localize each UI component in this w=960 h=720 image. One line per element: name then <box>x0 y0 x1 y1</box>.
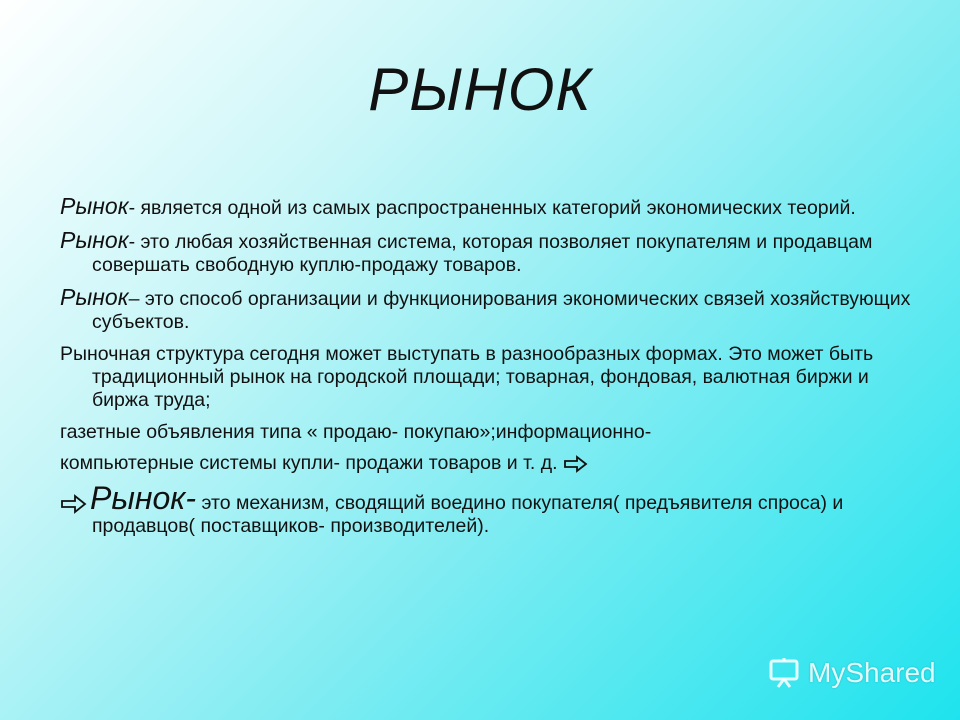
term: Рынок <box>60 193 129 219</box>
paragraph-4 <box>60 343 930 412</box>
watermark-logo <box>768 655 936 691</box>
watermark-text: MyShared <box>808 657 936 688</box>
paragraph-text: - это любая хозяйственная система, которая позволяет покупателям и продавцам совершать свободную куплю-продажу товаров. <box>92 231 873 276</box>
paragraph-5 <box>60 421 930 475</box>
hollow-right-arrow-icon <box>60 494 88 514</box>
paragraph-text-line2: компьютерные системы купли- продажи товаров и т. д. <box>60 452 558 474</box>
paragraph-text-line1: газетные объявления типа « продаю- покупаю»;информационно- <box>60 421 652 443</box>
term: Рынок <box>60 284 129 310</box>
slide-body <box>60 195 930 547</box>
term: Рынок <box>60 227 129 253</box>
paragraph-6 <box>60 480 930 538</box>
paragraph-text: это механизм, сводящий воедино покупателя( предъявителя спроса) и продавцов( поставщиков- производителей). <box>92 492 844 537</box>
paragraph-1 <box>60 195 930 220</box>
paragraph-text: Рыночная структура сегодня может выступать в разнообразных формах. Это может быть традиционный рынок на городской площади; товарная, фондовая, валютная биржи и биржа труда; <box>60 343 874 411</box>
paragraph-text: – это способ организации и функционирования экономических связей хозяйствующих субъектов. <box>92 288 911 333</box>
paragraph-text: - является одной из самых распространенных категорий экономических теорий. <box>128 197 856 219</box>
presentation-board-icon <box>768 657 802 689</box>
slide-title: РЫНОК <box>368 56 592 123</box>
hollow-right-arrow-icon <box>563 455 589 473</box>
paragraph-2 <box>60 229 930 277</box>
term: Рынок- <box>90 480 197 516</box>
paragraph-3 <box>60 286 930 334</box>
